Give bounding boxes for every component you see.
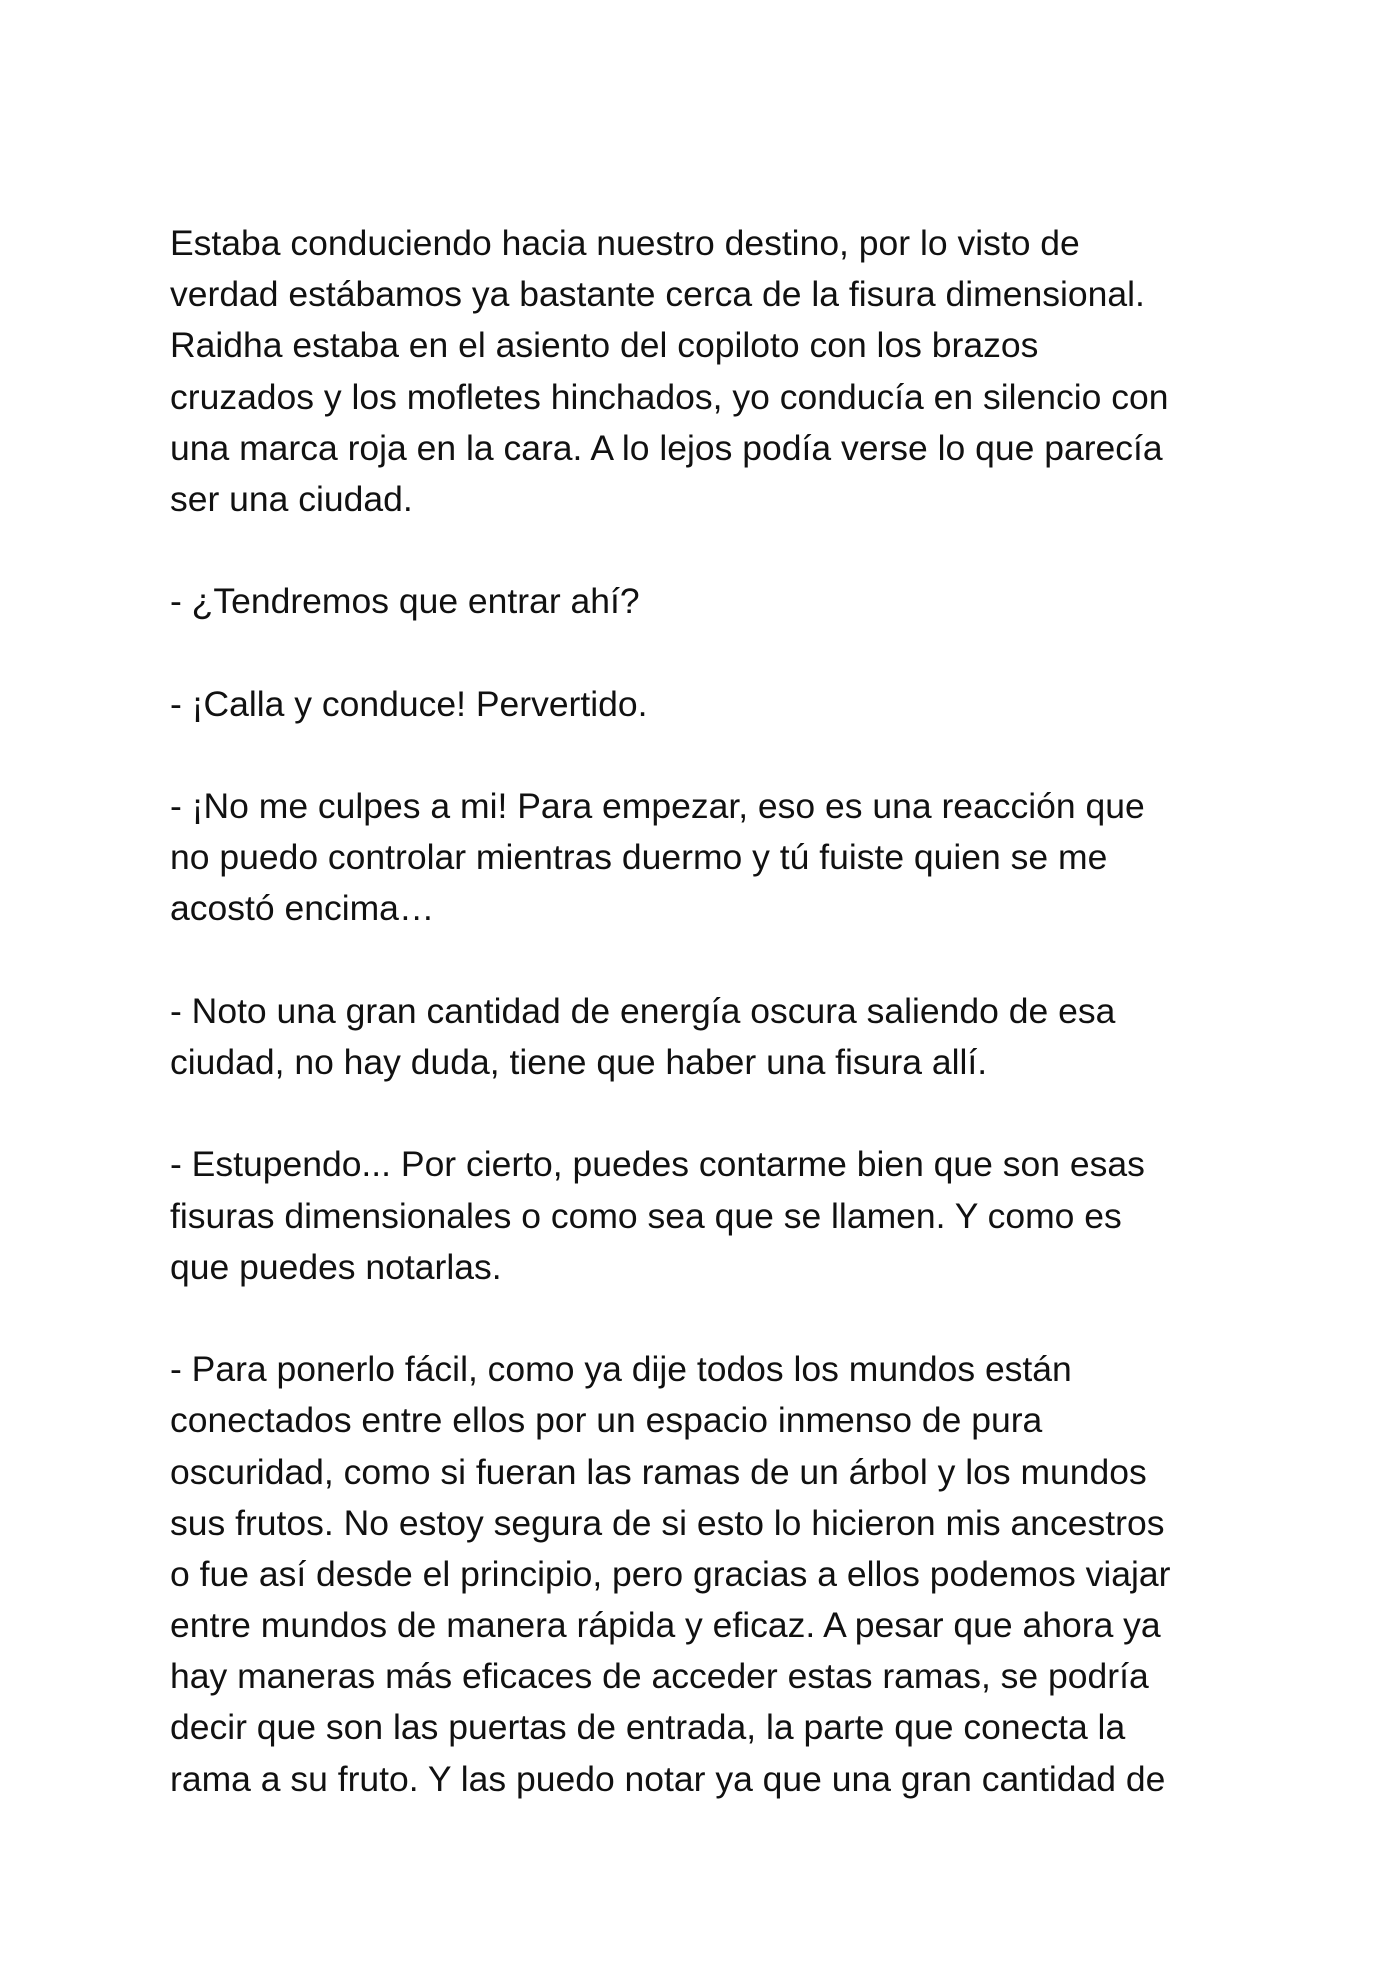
dialogue-paragraph (170, 986, 1250, 1088)
text-line: decir que son las puertas de entrada, la parte que conecta la (170, 1707, 1126, 1748)
text-line: - Noto una gran cantidad de energía oscura saliendo de esa (170, 990, 1116, 1031)
text-line: fisuras dimensionales o como sea que se llamen. Y como es (170, 1195, 1122, 1236)
dialogue-paragraph (170, 1139, 1250, 1293)
text-line: - Estupendo... Por cierto, puedes contarme bien que son esas (170, 1144, 1145, 1185)
text-line: ser una ciudad. (170, 478, 413, 519)
document-body (170, 218, 1250, 1805)
text-line: que puedes notarlas. (170, 1246, 502, 1287)
text-line: Estaba conduciendo hacia nuestro destino, por lo visto de (170, 223, 1080, 263)
text-line: sus frutos. No estoy segura de si esto lo hicieron mis ancestros (170, 1502, 1165, 1543)
text-line: una marca roja en la cara. A lo lejos podía verse lo que parecía (170, 427, 1163, 468)
paragraph (170, 218, 1250, 525)
text-line: rama a su fruto. Y las puedo notar ya que una gran cantidad de (170, 1758, 1166, 1799)
text-line: - ¡Calla y conduce! Pervertido. (170, 683, 648, 724)
text-line: - ¿Tendremos que entrar ahí? (170, 581, 640, 622)
text-line: o fue así desde el principio, pero gracias a ellos podemos viajar (170, 1553, 1171, 1594)
text-line: oscuridad, como si fueran las ramas de un árbol y los mundos (170, 1451, 1147, 1492)
text-line: no puedo controlar mientras duermo y tú fuiste quien se me (170, 837, 1108, 878)
text-line: hay maneras más eficaces de acceder estas ramas, se podría (170, 1656, 1149, 1697)
text-line: conectados entre ellos por un espacio inmenso de pura (170, 1400, 1043, 1441)
text-line: ciudad, no hay duda, tiene que haber una fisura allí. (170, 1042, 988, 1082)
dialogue-paragraph (170, 576, 1250, 627)
text-line: Raidha estaba en el asiento del copiloto con los brazos (170, 325, 1039, 366)
dialogue-paragraph (170, 781, 1250, 935)
text-line: entre mundos de manera rápida y eficaz. A pesar que ahora ya (170, 1605, 1161, 1646)
dialogue-paragraph (170, 1344, 1250, 1805)
text-line: - ¡No me culpes a mi! Para empezar, eso es una reacción que (170, 786, 1145, 827)
text-line: cruzados y los mofletes hinchados, yo conducía en silencio con (170, 376, 1169, 417)
dialogue-paragraph (170, 679, 1250, 730)
text-line: acostó encima… (170, 888, 435, 929)
text-line: - Para ponerlo fácil, como ya dije todos los mundos están (170, 1349, 1072, 1390)
text-line: verdad estábamos ya bastante cerca de la fisura dimensional. (170, 274, 1145, 315)
